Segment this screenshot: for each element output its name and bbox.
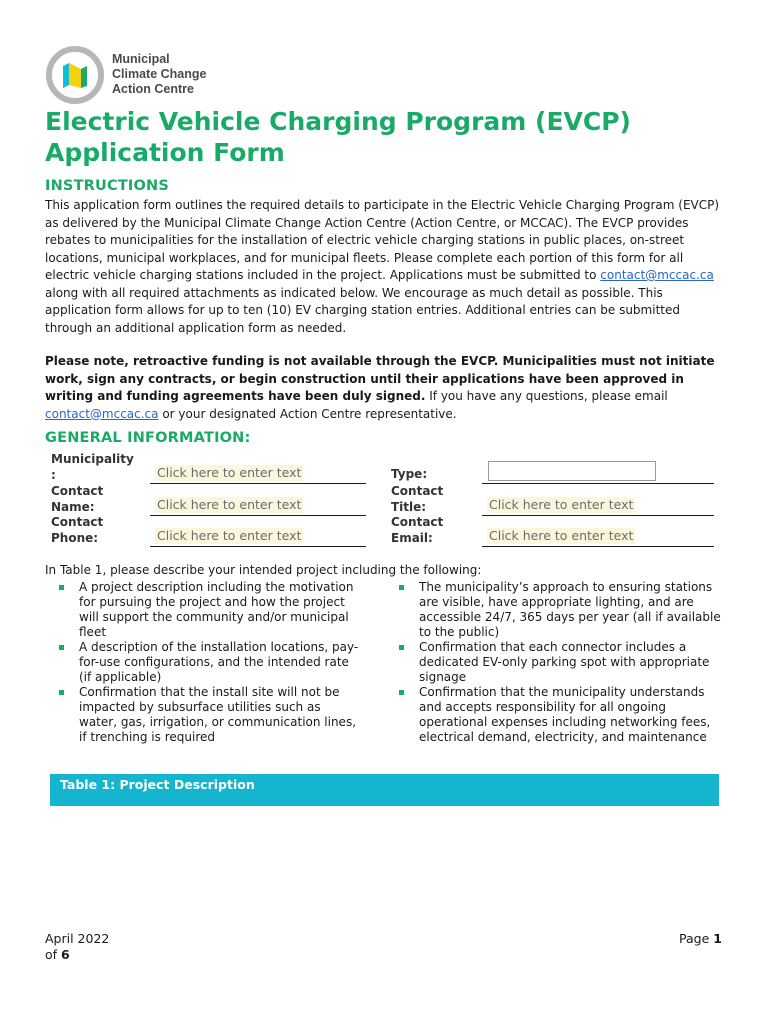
instructions-paragraph bbox=[45, 197, 725, 337]
title-line-2: Application Form bbox=[45, 138, 285, 167]
instructions-heading: INSTRUCTIONS bbox=[45, 178, 170, 194]
contact-email-label-line2: Email: bbox=[391, 530, 433, 545]
retroactive-notice-bold: Please note, retroactive funding is not available through the EVCP. Municipalities must not initiate work, sign any contracts, or begin construction until their applications have been approved in writing and funding agreements have been duly signed. bbox=[45, 354, 715, 403]
contact-email-label-line1: Contact bbox=[391, 515, 444, 529]
list-item-text: A description of the installation locations, pay-for-use configurations, and the intended rate (if applicable) bbox=[79, 640, 359, 684]
logo-line-1: Municipal bbox=[112, 52, 170, 66]
contact-email-label bbox=[391, 515, 443, 546]
notice-text-b: or your designated Action Centre representative. bbox=[158, 406, 457, 421]
type-underline bbox=[482, 483, 714, 484]
footer-date-text: April 2022 bbox=[45, 931, 110, 946]
list-item bbox=[395, 685, 725, 745]
municipality-underline bbox=[150, 483, 366, 484]
list-item bbox=[55, 685, 360, 745]
footer-date bbox=[45, 931, 109, 963]
footer-page-value: 1 bbox=[713, 931, 722, 946]
bullet-list-left bbox=[55, 580, 360, 745]
table1-intro: In Table 1, please describe your intended project including the following: bbox=[45, 563, 482, 577]
contact-email-underline bbox=[482, 546, 714, 547]
type-label: Type: bbox=[391, 467, 428, 481]
retroactive-notice bbox=[45, 353, 725, 423]
contact-email-link-2[interactable]: contact@mccac.ca bbox=[45, 406, 159, 421]
notice-text-a: If you have any questions, please email bbox=[425, 389, 668, 403]
bullet-square-icon bbox=[399, 585, 404, 590]
municipality-label-line2: : bbox=[51, 467, 56, 482]
contact-title-input[interactable]: Click here to enter text bbox=[489, 497, 634, 512]
contact-name-input[interactable]: Click here to enter text bbox=[157, 497, 302, 512]
table1-header bbox=[50, 774, 719, 806]
contact-phone-input[interactable]: Click here to enter text bbox=[157, 528, 302, 543]
contact-title-label-line2: Title: bbox=[391, 499, 427, 514]
contact-phone-label-line2: Phone: bbox=[51, 530, 99, 545]
municipality-input[interactable]: Click here to enter text bbox=[157, 465, 302, 480]
list-item-text: Confirmation that the municipality understands and accepts responsibility for all ongoing operational expenses including networking fees, electrical demand, electricity, and maintenance bbox=[419, 685, 711, 744]
contact-title-underline bbox=[482, 515, 714, 516]
contact-name-label-line1: Contact bbox=[51, 484, 104, 498]
list-item bbox=[55, 580, 360, 640]
contact-name-underline bbox=[150, 515, 366, 516]
list-item bbox=[395, 640, 725, 685]
contact-email-input[interactable]: Click here to enter text bbox=[489, 528, 634, 543]
list-item-text: Confirmation that the install site will not be impacted by subsurface utilities such as water, gas, irrigation, or communication lines, if trenching is required bbox=[79, 685, 357, 744]
municipality-label-line1: Municipality bbox=[51, 452, 134, 466]
bullet-square-icon bbox=[59, 585, 64, 590]
table1-title: Table 1: Project Description bbox=[60, 777, 255, 792]
contact-phone-underline bbox=[150, 546, 366, 547]
contact-name-label-line2: Name: bbox=[51, 499, 95, 514]
bullet-list-right bbox=[395, 580, 725, 745]
footer-total-pages: 6 bbox=[61, 947, 70, 962]
contact-title-label bbox=[391, 484, 443, 515]
type-select[interactable] bbox=[488, 461, 656, 481]
contact-phone-label bbox=[51, 515, 103, 546]
footer-page-number bbox=[679, 931, 722, 946]
bullet-square-icon bbox=[59, 645, 64, 650]
bullet-square-icon bbox=[59, 690, 64, 695]
page-title bbox=[45, 106, 745, 168]
bullet-square-icon bbox=[399, 690, 404, 695]
instructions-text-a: This application form outlines the required details to participate in the Electric Vehicle Charging Program (EVCP) as delivered by the Municipal Climate Change Action Centre (Action Centre, or MCCAC). The EVCP provides rebates to municipalities for the installation of electric vehicle charging stations in public places, on-street locations, municipal workplaces, and for municipal fleets. Please complete each portion of this form for all electric vehicle charging stations included in the project. Applications must be submitted to bbox=[45, 198, 720, 282]
contact-email-link[interactable]: contact@mccac.ca bbox=[600, 268, 714, 282]
contact-name-label bbox=[51, 484, 103, 515]
municipality-label bbox=[51, 452, 134, 483]
logo-line-3: Action Centre bbox=[112, 82, 194, 96]
list-item bbox=[395, 580, 725, 640]
contact-phone-label-line1: Contact bbox=[51, 515, 104, 529]
list-item-text: The municipality’s approach to ensuring stations are visible, have appropriate lighting, and are accessible 24/7, 365 days per year (all if available to the public) bbox=[419, 580, 721, 639]
footer-of-total bbox=[45, 947, 109, 963]
logo bbox=[46, 46, 216, 106]
instructions-text-b: along with all required attachments as indicated below. We encourage as much detail as possible. This application form allows for up to ten (10) EV charging station entries. Additional entries can be submitted through an additional application form as needed. bbox=[45, 285, 680, 335]
bullet-square-icon bbox=[399, 645, 404, 650]
title-line-1: Electric Vehicle Charging Program (EVCP) bbox=[45, 107, 631, 136]
contact-title-label-line1: Contact bbox=[391, 484, 444, 498]
footer-page-label: Page bbox=[679, 931, 710, 946]
footer-of-label: of bbox=[45, 947, 58, 962]
list-item bbox=[55, 640, 360, 685]
logo-line-2: Climate Change bbox=[112, 67, 207, 81]
logo-text bbox=[112, 52, 206, 97]
list-item-text: A project description including the motivation for pursuing the project and how the project will support the community and/or municipal fleet bbox=[79, 580, 354, 639]
list-item-text: Confirmation that each connector includes a dedicated EV-only parking spot with appropriate signage bbox=[419, 640, 710, 684]
logo-mark-icon bbox=[46, 46, 104, 104]
general-info-heading: GENERAL INFORMATION: bbox=[45, 430, 251, 446]
